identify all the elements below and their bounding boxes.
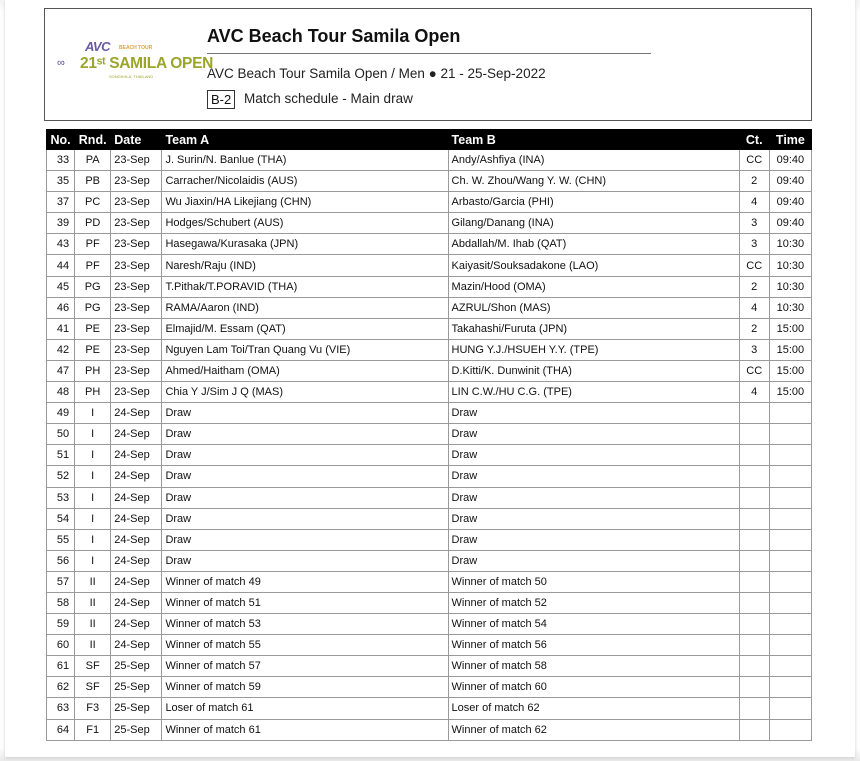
cell-round: PE (75, 318, 111, 339)
cell-match-no: 59 (47, 614, 75, 635)
cell-time (769, 466, 811, 487)
cell-court: 3 (739, 234, 769, 255)
table-row (47, 445, 812, 466)
cell-time: 09:40 (769, 213, 811, 234)
cell-court (739, 466, 769, 487)
cell-round: II (75, 592, 111, 613)
cell-time (769, 571, 811, 592)
cell-court: 4 (739, 192, 769, 213)
cell-team-b: Winner of match 60 (448, 677, 739, 698)
cell-date: 23-Sep (111, 297, 162, 318)
cell-time (769, 550, 811, 571)
cell-team-b: Winner of match 58 (448, 656, 739, 677)
cell-match-no: 57 (47, 571, 75, 592)
cell-date: 23-Sep (111, 255, 162, 276)
cell-team-b: Winner of match 50 (448, 571, 739, 592)
cell-date: 23-Sep (111, 276, 162, 297)
document-subtitle: AVC Beach Tour Samila Open / Men ● 21 - 25-Sep-2022 (207, 66, 546, 81)
column-header-court: Ct. (739, 130, 769, 150)
cell-team-b: Abdallah/M. Ihab (QAT) (448, 234, 739, 255)
cell-team-a: Draw (162, 487, 448, 508)
cell-match-no: 37 (47, 192, 75, 213)
table-row (47, 550, 812, 571)
cell-team-b: Mazin/Hood (OMA) (448, 276, 739, 297)
cell-team-a: Winner of match 51 (162, 592, 448, 613)
cell-round: PH (75, 382, 111, 403)
cell-time (769, 508, 811, 529)
cell-round: F1 (75, 719, 111, 740)
cell-team-b: D.Kitti/K. Dunwinit (THA) (448, 360, 739, 381)
cell-court (739, 424, 769, 445)
cell-date: 24-Sep (111, 424, 162, 445)
cell-match-no: 50 (47, 424, 75, 445)
document-header (44, 8, 812, 121)
cell-time (769, 677, 811, 698)
table-row (47, 339, 812, 360)
table-row (47, 360, 812, 381)
cell-team-a: Nguyen Lam Toi/Tran Quang Vu (VIE) (162, 339, 448, 360)
cell-court (739, 445, 769, 466)
table-row (47, 424, 812, 445)
column-header-date: Date (111, 130, 162, 150)
column-header-no: No. (47, 130, 75, 150)
cell-team-a: Winner of match 49 (162, 571, 448, 592)
cell-court (739, 403, 769, 424)
cell-team-a: Draw (162, 424, 448, 445)
document-code: B-2 (207, 90, 235, 109)
cell-court: CC (739, 150, 769, 171)
cell-time: 15:00 (769, 360, 811, 381)
cell-round: PF (75, 255, 111, 276)
cell-time: 09:40 (769, 171, 811, 192)
cell-date: 23-Sep (111, 171, 162, 192)
cell-team-b: Draw (448, 508, 739, 529)
cell-date: 25-Sep (111, 677, 162, 698)
cell-team-b: Draw (448, 487, 739, 508)
cell-round: I (75, 403, 111, 424)
cell-time: 10:30 (769, 276, 811, 297)
cell-round: PB (75, 171, 111, 192)
cell-date: 24-Sep (111, 445, 162, 466)
logo-swirl-icon: ∞ (57, 57, 65, 69)
cell-match-no: 55 (47, 529, 75, 550)
cell-team-a: Wu Jiaxin/HA Likejiang (CHN) (162, 192, 448, 213)
cell-team-a: Winner of match 55 (162, 635, 448, 656)
cell-team-a: T.Pithak/T.PORAVID (THA) (162, 276, 448, 297)
cell-match-no: 47 (47, 360, 75, 381)
cell-round: I (75, 550, 111, 571)
cell-time: 15:00 (769, 339, 811, 360)
cell-time (769, 487, 811, 508)
column-header-team-a: Team A (162, 130, 448, 150)
cell-team-b: Draw (448, 403, 739, 424)
logo-place: SONGKHLA, THAILAND (109, 74, 154, 79)
cell-round: II (75, 614, 111, 635)
cell-match-no: 60 (47, 635, 75, 656)
cell-team-a: Draw (162, 445, 448, 466)
cell-round: PD (75, 213, 111, 234)
table-row (47, 656, 812, 677)
table-row (47, 150, 812, 171)
cell-team-b: Ch. W. Zhou/Wang Y. W. (CHN) (448, 171, 739, 192)
cell-time: 09:40 (769, 150, 811, 171)
cell-date: 23-Sep (111, 339, 162, 360)
cell-match-no: 42 (47, 339, 75, 360)
cell-court: 3 (739, 213, 769, 234)
cell-court (739, 529, 769, 550)
cell-team-b: Winner of match 62 (448, 719, 739, 740)
cell-team-b: Draw (448, 445, 739, 466)
cell-court (739, 592, 769, 613)
cell-time: 10:30 (769, 255, 811, 276)
cell-team-b: Draw (448, 529, 739, 550)
cell-time (769, 635, 811, 656)
cell-court: CC (739, 360, 769, 381)
table-row (47, 529, 812, 550)
cell-date: 25-Sep (111, 719, 162, 740)
cell-team-b: Winner of match 52 (448, 592, 739, 613)
cell-date: 24-Sep (111, 614, 162, 635)
cell-team-a: Hasegawa/Kurasaka (JPN) (162, 234, 448, 255)
cell-round: I (75, 487, 111, 508)
cell-match-no: 43 (47, 234, 75, 255)
cell-date: 25-Sep (111, 698, 162, 719)
cell-team-a: Winner of match 57 (162, 656, 448, 677)
cell-team-a: Naresh/Raju (IND) (162, 255, 448, 276)
cell-court: 2 (739, 318, 769, 339)
table-row (47, 255, 812, 276)
cell-team-b: Takahashi/Furuta (JPN) (448, 318, 739, 339)
cell-match-no: 49 (47, 403, 75, 424)
cell-court (739, 487, 769, 508)
cell-date: 24-Sep (111, 529, 162, 550)
cell-date: 24-Sep (111, 592, 162, 613)
cell-date: 24-Sep (111, 571, 162, 592)
cell-round: F3 (75, 698, 111, 719)
cell-date: 23-Sep (111, 318, 162, 339)
cell-match-no: 41 (47, 318, 75, 339)
cell-round: SF (75, 656, 111, 677)
cell-date: 25-Sep (111, 656, 162, 677)
cell-match-no: 62 (47, 677, 75, 698)
cell-court: CC (739, 255, 769, 276)
cell-court (739, 571, 769, 592)
cell-date: 23-Sep (111, 234, 162, 255)
table-row (47, 466, 812, 487)
cell-team-b: Loser of match 62 (448, 698, 739, 719)
cell-date: 24-Sep (111, 403, 162, 424)
cell-time: 10:30 (769, 297, 811, 318)
cell-date: 23-Sep (111, 382, 162, 403)
cell-match-no: 35 (47, 171, 75, 192)
cell-team-a: Winner of match 61 (162, 719, 448, 740)
cell-round: PG (75, 276, 111, 297)
cell-date: 24-Sep (111, 550, 162, 571)
document-label: Match schedule - Main draw (244, 91, 413, 106)
cell-court (739, 635, 769, 656)
cell-court (739, 508, 769, 529)
table-row (47, 487, 812, 508)
table-row (47, 318, 812, 339)
cell-court: 3 (739, 339, 769, 360)
cell-team-a: J. Surin/N. Banlue (THA) (162, 150, 448, 171)
cell-team-a: Draw (162, 550, 448, 571)
table-row (47, 677, 812, 698)
table-row (47, 297, 812, 318)
cell-court (739, 656, 769, 677)
cell-date: 23-Sep (111, 213, 162, 234)
cell-match-no: 52 (47, 466, 75, 487)
cell-team-b: Kaiyasit/Souksadakone (LAO) (448, 255, 739, 276)
table-row (47, 171, 812, 192)
column-header-round: Rnd. (75, 130, 111, 150)
table-row (47, 508, 812, 529)
cell-team-a: Draw (162, 466, 448, 487)
samila-open-logo (57, 38, 214, 84)
cell-match-no: 53 (47, 487, 75, 508)
table-row (47, 276, 812, 297)
cell-round: I (75, 508, 111, 529)
table-row (47, 719, 812, 740)
cell-court (739, 550, 769, 571)
match-schedule-table (46, 129, 812, 741)
table-row (47, 614, 812, 635)
cell-match-no: 45 (47, 276, 75, 297)
cell-match-no: 56 (47, 550, 75, 571)
cell-match-no: 48 (47, 382, 75, 403)
cell-time (769, 403, 811, 424)
table-row (47, 403, 812, 424)
table-body (47, 150, 812, 741)
cell-match-no: 51 (47, 445, 75, 466)
column-header-team-b: Team B (448, 130, 739, 150)
cell-date: 23-Sep (111, 150, 162, 171)
cell-round: PE (75, 339, 111, 360)
cell-time (769, 614, 811, 635)
title-divider (207, 53, 651, 54)
cell-team-a: Draw (162, 529, 448, 550)
cell-round: PG (75, 297, 111, 318)
cell-court: 2 (739, 171, 769, 192)
cell-time: 10:30 (769, 234, 811, 255)
cell-date: 24-Sep (111, 487, 162, 508)
logo-name: 21ˢᵗ SAMILA OPEN (80, 55, 214, 72)
cell-court: 2 (739, 276, 769, 297)
cell-round: PC (75, 192, 111, 213)
cell-court (739, 614, 769, 635)
cell-team-b: Draw (448, 550, 739, 571)
logo-tag: BEACH TOUR (119, 45, 153, 51)
logo-brand: AVC (85, 39, 110, 54)
cell-team-b: LIN C.W./HU C.G. (TPE) (448, 382, 739, 403)
cell-team-a: Loser of match 61 (162, 698, 448, 719)
cell-time: 15:00 (769, 382, 811, 403)
cell-time (769, 592, 811, 613)
cell-time (769, 445, 811, 466)
table-row (47, 192, 812, 213)
cell-date: 23-Sep (111, 360, 162, 381)
cell-match-no: 33 (47, 150, 75, 171)
cell-match-no: 44 (47, 255, 75, 276)
cell-time (769, 698, 811, 719)
cell-court (739, 677, 769, 698)
cell-team-b: Andy/Ashfiya (INA) (448, 150, 739, 171)
cell-match-no: 54 (47, 508, 75, 529)
table-row (47, 592, 812, 613)
cell-date: 24-Sep (111, 508, 162, 529)
table-row (47, 635, 812, 656)
cell-match-no: 63 (47, 698, 75, 719)
cell-round: I (75, 529, 111, 550)
column-header-time: Time (769, 130, 811, 150)
cell-time (769, 424, 811, 445)
cell-court: 4 (739, 382, 769, 403)
cell-team-a: RAMA/Aaron (IND) (162, 297, 448, 318)
cell-team-a: Hodges/Schubert (AUS) (162, 213, 448, 234)
cell-team-a: Chia Y J/Sim J Q (MAS) (162, 382, 448, 403)
cell-court: 4 (739, 297, 769, 318)
cell-round: I (75, 424, 111, 445)
cell-round: II (75, 571, 111, 592)
cell-time (769, 719, 811, 740)
cell-date: 23-Sep (111, 192, 162, 213)
cell-match-no: 39 (47, 213, 75, 234)
cell-round: SF (75, 677, 111, 698)
cell-time: 15:00 (769, 318, 811, 339)
cell-round: II (75, 635, 111, 656)
cell-date: 24-Sep (111, 635, 162, 656)
cell-match-no: 64 (47, 719, 75, 740)
cell-round: PA (75, 150, 111, 171)
cell-team-a: Winner of match 53 (162, 614, 448, 635)
cell-date: 24-Sep (111, 466, 162, 487)
cell-team-b: AZRUL/Shon (MAS) (448, 297, 739, 318)
cell-court (739, 698, 769, 719)
cell-team-a: Winner of match 59 (162, 677, 448, 698)
cell-time (769, 656, 811, 677)
cell-round: PF (75, 234, 111, 255)
cell-time: 09:40 (769, 192, 811, 213)
cell-match-no: 58 (47, 592, 75, 613)
cell-time (769, 529, 811, 550)
table-row (47, 698, 812, 719)
table-row (47, 571, 812, 592)
cell-team-a: Draw (162, 508, 448, 529)
table-row (47, 213, 812, 234)
cell-team-b: Draw (448, 466, 739, 487)
cell-match-no: 61 (47, 656, 75, 677)
document-title: AVC Beach Tour Samila Open (207, 26, 461, 46)
cell-team-b: Arbasto/Garcia (PHI) (448, 192, 739, 213)
cell-court (739, 719, 769, 740)
cell-match-no: 46 (47, 297, 75, 318)
cell-round: PH (75, 360, 111, 381)
cell-team-a: Carracher/Nicolaidis (AUS) (162, 171, 448, 192)
cell-team-b: Gilang/Danang (INA) (448, 213, 739, 234)
cell-team-b: HUNG Y.J./HSUEH Y.Y. (TPE) (448, 339, 739, 360)
cell-team-b: Winner of match 54 (448, 614, 739, 635)
cell-team-a: Ahmed/Haitham (OMA) (162, 360, 448, 381)
table-row (47, 234, 812, 255)
table-row (47, 382, 812, 403)
cell-team-b: Draw (448, 424, 739, 445)
cell-team-a: Draw (162, 403, 448, 424)
table-header-row (47, 130, 812, 150)
cell-team-a: Elmajid/M. Essam (QAT) (162, 318, 448, 339)
cell-round: I (75, 466, 111, 487)
cell-round: I (75, 445, 111, 466)
cell-team-b: Winner of match 56 (448, 635, 739, 656)
